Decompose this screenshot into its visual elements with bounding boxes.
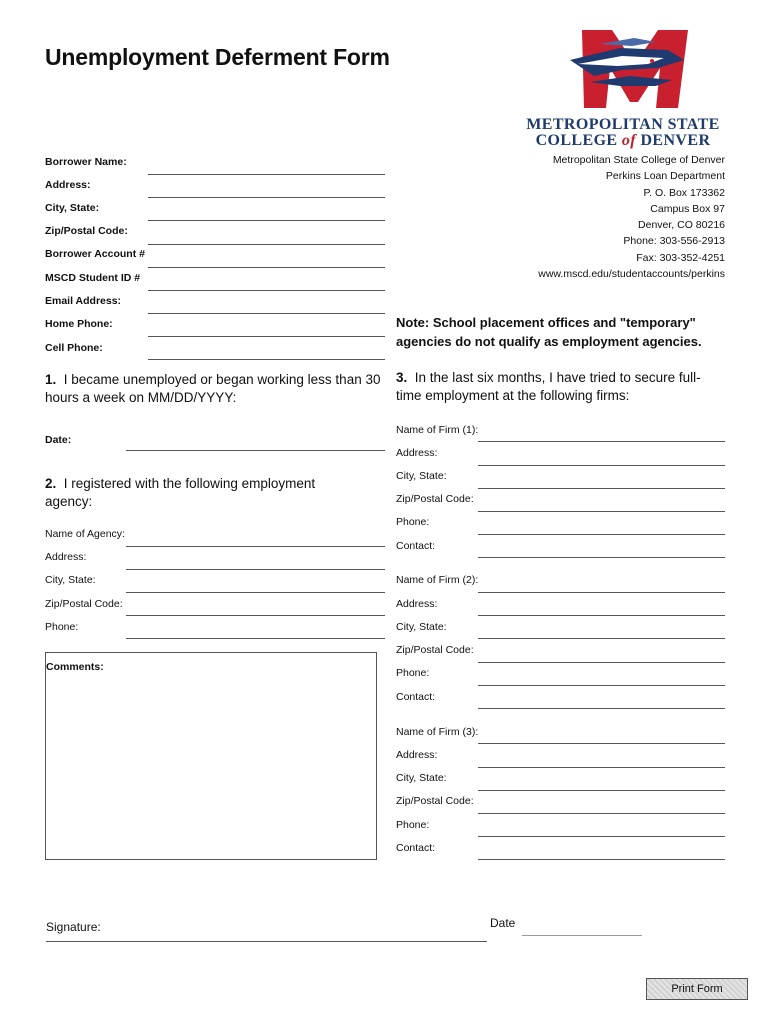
agency-city-label: City, State:	[45, 574, 96, 586]
zip-field[interactable]	[148, 244, 385, 245]
unemployed-date-field[interactable]	[126, 450, 385, 451]
home-phone-label: Home Phone:	[45, 318, 113, 330]
email-label: Email Address:	[45, 295, 122, 307]
firm1-city-field[interactable]	[478, 488, 725, 489]
print-form-button[interactable]: Print Form	[646, 978, 748, 1000]
agency-address-label: Address:	[45, 551, 87, 563]
firm2-city-label: City, State:	[396, 621, 447, 633]
firm3-city-label: City, State:	[396, 772, 447, 784]
student-id-label: MSCD Student ID #	[45, 272, 141, 284]
signature-date-field[interactable]	[522, 935, 642, 936]
firm2-name-label: Name of Firm (2):	[396, 574, 479, 586]
firm1-city-label: City, State:	[396, 470, 447, 482]
address-line: Campus Box 97	[650, 202, 725, 215]
firm3-zip-field[interactable]	[478, 813, 725, 814]
firm3-name-label: Name of Firm (3):	[396, 726, 479, 738]
zip-label: Zip/Postal Code:	[45, 225, 128, 237]
firm3-phone-label: Phone:	[396, 819, 430, 831]
agency-zip-label: Zip/Postal Code:	[45, 598, 123, 610]
borrower-account-field[interactable]	[148, 267, 385, 268]
firm2-name-field[interactable]	[478, 592, 725, 593]
firm1-zip-field[interactable]	[478, 511, 725, 512]
home-phone-field[interactable]	[148, 336, 385, 337]
firm3-zip-label: Zip/Postal Code:	[396, 795, 474, 807]
firm1-address-label: Address:	[396, 447, 438, 459]
firm2-contact-field[interactable]	[478, 708, 725, 709]
address-line: Metropolitan State College of Denver	[552, 154, 725, 166]
signature-date-label: Date	[490, 916, 516, 930]
borrower-name-field[interactable]	[148, 174, 385, 175]
firm2-phone-field[interactable]	[478, 685, 725, 686]
firm3-city-field[interactable]	[478, 790, 725, 791]
email-field[interactable]	[148, 313, 385, 314]
firm2-address-label: Address:	[396, 598, 438, 610]
borrower-name-label: Borrower Name:	[45, 156, 127, 168]
cell-phone-field[interactable]	[148, 359, 385, 360]
firm3-phone-field[interactable]	[478, 836, 725, 837]
firm3-contact-label: Contact:	[396, 842, 436, 854]
agency-zip-field[interactable]	[126, 615, 385, 616]
address-block	[465, 152, 725, 282]
agency-name-field[interactable]	[126, 546, 385, 547]
firm2-zip-field[interactable]	[478, 662, 725, 663]
signature-label: Signature:	[46, 920, 101, 934]
firm1-contact-field[interactable]	[478, 557, 725, 558]
signature-field[interactable]	[46, 941, 487, 942]
city-state-label: City, State:	[45, 202, 100, 214]
address-line: Fax: 303-352-4251	[636, 251, 725, 264]
date-label: Date:	[45, 434, 72, 446]
firm2-phone-label: Phone:	[396, 667, 430, 679]
firm2-address-field[interactable]	[478, 615, 725, 616]
firm2-contact-label: Contact:	[396, 691, 436, 703]
institution-name-line1: METROPOLITAN STATE	[526, 116, 720, 133]
comments-label: Comments:	[46, 661, 104, 673]
agency-phone-field[interactable]	[126, 638, 385, 639]
firm2-zip-label: Zip/Postal Code:	[396, 644, 474, 656]
firm3-address-field[interactable]	[478, 767, 725, 768]
firm3-address-label: Address:	[396, 749, 438, 761]
institution-name-line2: COLLEGE of DENVER	[535, 132, 711, 149]
page-title: Unemployment Deferment Form	[45, 44, 390, 70]
firm3-name-field[interactable]	[478, 743, 725, 744]
agency-phone-label: Phone:	[45, 621, 79, 633]
section-2-question: 2. I registered with the following employment agency:	[45, 476, 316, 509]
note-text: Note: School placement offices and "temporary" agencies do not qualify as employment agencies.	[396, 315, 702, 349]
address-line: Denver, CO 80216	[638, 219, 725, 232]
firm1-zip-label: Zip/Postal Code:	[396, 493, 474, 505]
firm2-city-field[interactable]	[478, 638, 725, 639]
firm1-phone-label: Phone:	[396, 516, 430, 528]
firm3-contact-field[interactable]	[478, 859, 725, 860]
section-1-question: 1. I became unemployed or began working less than 30 hours a week on MM/DD/YYYY:	[45, 372, 381, 405]
address-line: www.mscd.edu/studentaccounts/perkins	[538, 268, 725, 281]
firm1-name-field[interactable]	[478, 441, 725, 442]
agency-name-label: Name of Agency:	[45, 528, 125, 540]
address-field[interactable]	[148, 197, 385, 198]
address-line: Phone: 303-556-2913	[623, 235, 725, 248]
firm1-name-label: Name of Firm (1):	[396, 424, 479, 436]
firm1-contact-label: Contact:	[396, 540, 436, 552]
city-state-field[interactable]	[148, 220, 385, 221]
address-line: P. O. Box 173362	[643, 186, 725, 199]
address-line: Perkins Loan Department	[605, 170, 725, 183]
address-label: Address:	[45, 179, 91, 191]
comments-field[interactable]	[45, 652, 377, 860]
section-3-question: 3. In the last six months, I have tried to secure full-time employment at the following firms:	[396, 370, 701, 403]
student-id-field[interactable]	[148, 290, 385, 291]
firm1-address-field[interactable]	[478, 465, 725, 466]
agency-address-field[interactable]	[126, 569, 385, 570]
firm1-phone-field[interactable]	[478, 534, 725, 535]
agency-city-field[interactable]	[126, 592, 385, 593]
college-logo-icon	[560, 20, 710, 112]
cell-phone-label: Cell Phone:	[45, 342, 103, 354]
borrower-account-label: Borrower Account #	[45, 248, 145, 260]
